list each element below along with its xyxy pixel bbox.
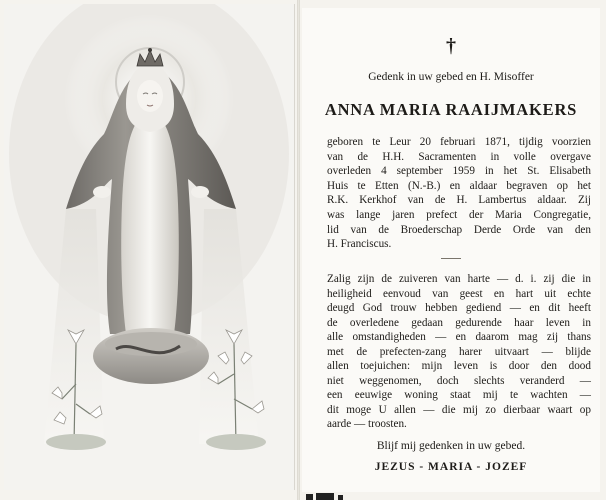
verse-line: Zalig zijn de zuiveren van harte — d. i. zij die in: [327, 273, 591, 285]
beatitude-text: [327, 272, 591, 432]
biography-line: Huis te Etten (N.-B.) en aldaar begraven op het: [327, 179, 591, 192]
biography-line: van de H.H. Sacramenten in volle overgave: [327, 150, 591, 163]
biography-line: geboren te Leur 20 februari 1871, tijdig voorzien: [327, 136, 591, 148]
verse-line: dit moge U allen — die mij zo dierbaar waart op: [327, 403, 591, 416]
prayer-request: Gedenk in uw gebed en H. Misoffer: [368, 71, 534, 83]
verse-line: deugd God trouw hebben gediend — en dit heeft: [327, 302, 591, 314]
card-fold: [297, 0, 300, 500]
deceased-name: ANNA MARIA RAAIJMAKERS: [324, 100, 578, 119]
verse-line: alle omstandigheden — en daarom mag zij thans: [327, 331, 591, 343]
holy-names: JEZUS - MARIA - JOZEF: [374, 461, 528, 473]
memorial-text-panel: [302, 8, 600, 492]
biography-line: lid van de Broederschap Derde Orde van den: [327, 223, 591, 236]
cross-icon: †: [446, 35, 456, 57]
biography: [327, 135, 591, 252]
verse-line: aarde — troosten.: [327, 418, 407, 430]
biography-line: overleden 4 september 1959 in het St. Elisabeth: [327, 165, 591, 178]
biography-line: R.K. Kerkhof van de H. Lambertus aldaar. Zij: [327, 194, 591, 207]
scan-edge-mark: [300, 491, 360, 500]
verse-line: met de prefecten-zang harer uitvaart — blijde: [327, 345, 591, 358]
verse-line: allen toejuichen: mijn leven is door den dood: [327, 360, 591, 372]
verse-line: heiligheid eenvoud van geest en hart uit echte: [327, 287, 591, 300]
virgin-mary-image: [4, 4, 294, 490]
verse-line: de overledene gedaan gedurende haar leven in: [327, 316, 591, 329]
biography-line: H. Franciscus.: [327, 238, 392, 251]
devotional-image-panel: [4, 4, 295, 490]
section-divider: [441, 258, 461, 259]
verse-line: niet weggenomen, doch slechts veranderd —: [327, 374, 591, 387]
biography-line: was lange jaren prefect der Maria Congregatie,: [327, 208, 591, 221]
closing-request: Blijf mij gedenken in uw gebed.: [376, 440, 526, 452]
verse-line: een eeuwige woning staat mij te wachten —: [327, 389, 591, 401]
